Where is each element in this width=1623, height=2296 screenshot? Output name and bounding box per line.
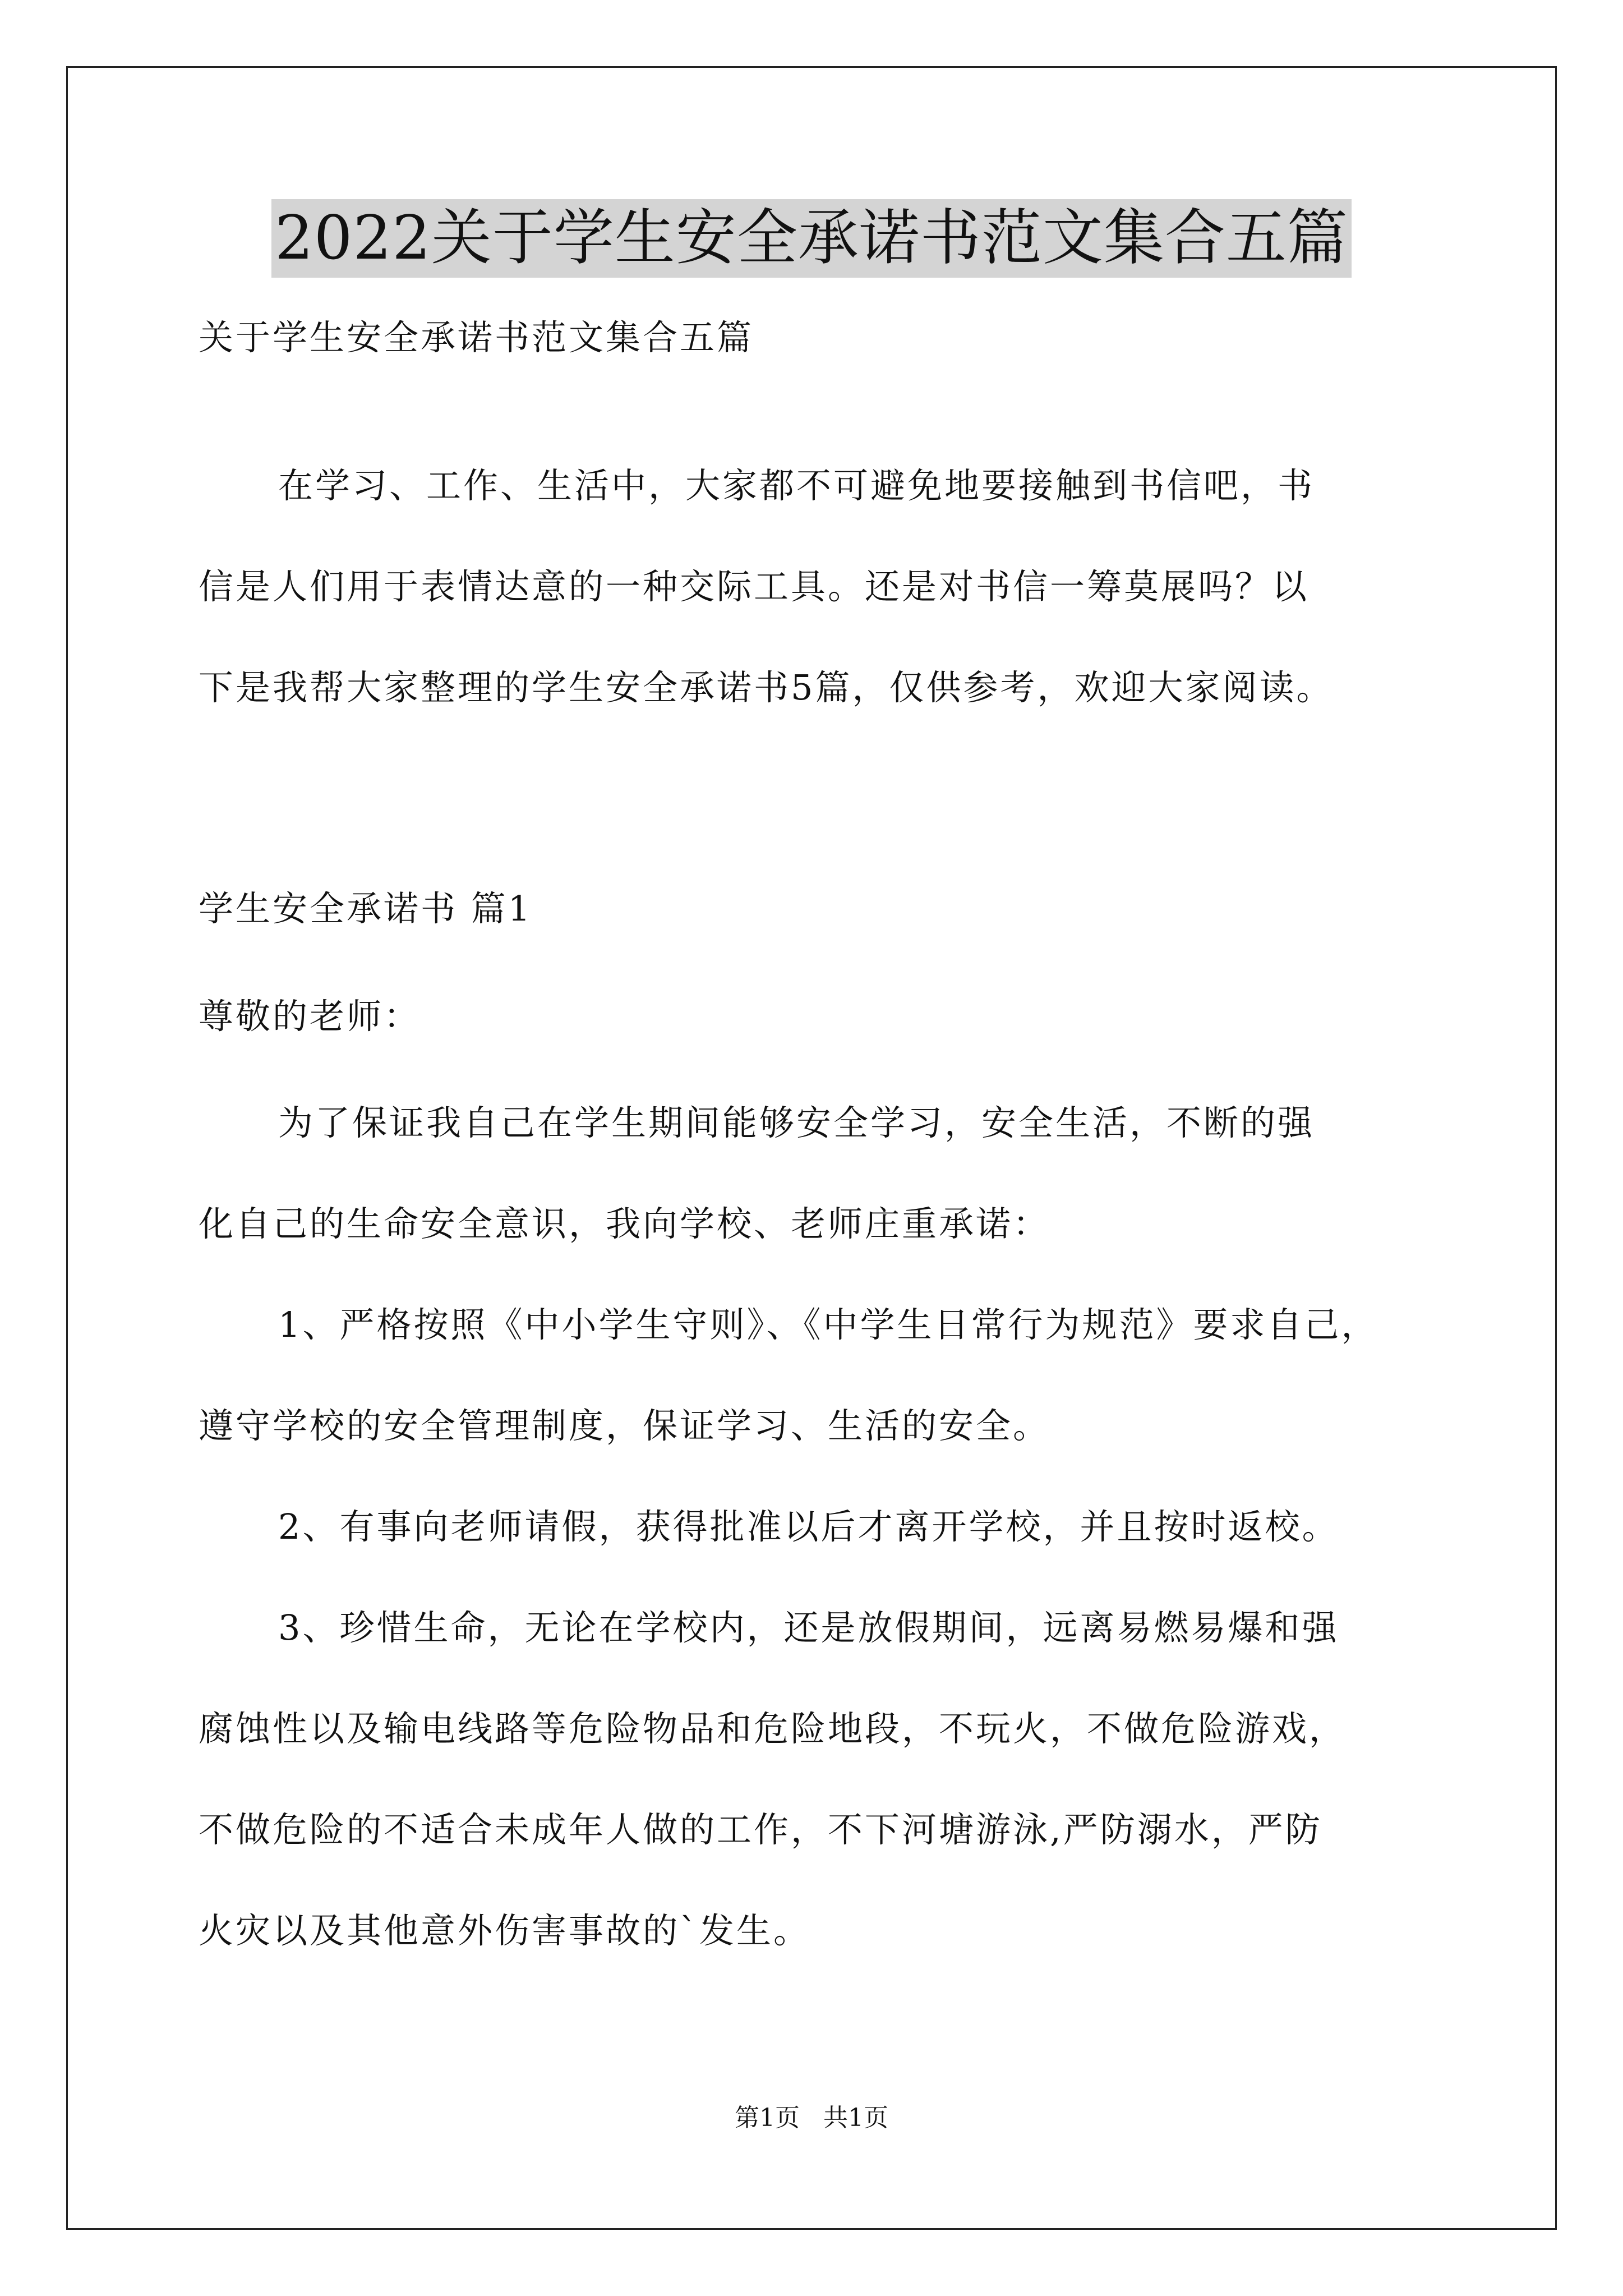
body-line-3: 1、严格按照《中小学生守则》、《中学生日常行为规范》要求自己， bbox=[278, 1304, 1378, 1345]
page-number: 第1页 bbox=[735, 2104, 800, 2132]
body-line-5: 2、有事向老师请假，获得批准以后才离开学校，并且按时返校。 bbox=[278, 1506, 1339, 1547]
document-title: 2022关于学生安全承诺书范文集合五篇 bbox=[271, 199, 1352, 278]
intro-line-2: 信是人们用于表情达意的一种交际工具。还是对书信一筹莫展吗？以 bbox=[199, 566, 1310, 607]
body-line-7: 腐蚀性以及输电线路等危险物品和危险地段，不玩火，不做危险游戏， bbox=[199, 1708, 1347, 1749]
intro-line-1: 在学习、工作、生活中，大家都不可避免地要接触到书信吧，书 bbox=[278, 465, 1315, 506]
body-line-1: 为了保证我自己在学生期间能够安全学习，安全生活，不断的强 bbox=[278, 1102, 1315, 1143]
document-subtitle: 关于学生安全承诺书范文集合五篇 bbox=[199, 317, 754, 358]
section-heading: 学生安全承诺书 篇1 bbox=[199, 888, 533, 929]
intro-line-3: 下是我帮大家整理的学生安全承诺书5篇，仅供参考，欢迎大家阅读。 bbox=[199, 667, 1334, 708]
body-line-6: 3、珍惜生命，无论在学校内，还是放假期间，远离易燃易爆和强 bbox=[278, 1607, 1339, 1648]
salutation: 尊敬的老师： bbox=[199, 996, 421, 1037]
body-line-4: 遵守学校的安全管理制度，保证学习、生活的安全。 bbox=[199, 1405, 1050, 1446]
page-border bbox=[66, 66, 1557, 2230]
body-line-8: 不做危险的不适合未成年人做的工作，不下河塘游泳,严防溺水，严防 bbox=[199, 1809, 1322, 1850]
body-line-9: 火灾以及其他意外伤害事故的`发生。 bbox=[199, 1910, 811, 1951]
title-container bbox=[0, 199, 1623, 278]
body-line-2: 化自己的生命安全意识，我向学校、老师庄重承诺： bbox=[199, 1203, 1050, 1244]
page-total: 共1页 bbox=[823, 2104, 888, 2132]
page-footer bbox=[0, 2102, 1623, 2134]
